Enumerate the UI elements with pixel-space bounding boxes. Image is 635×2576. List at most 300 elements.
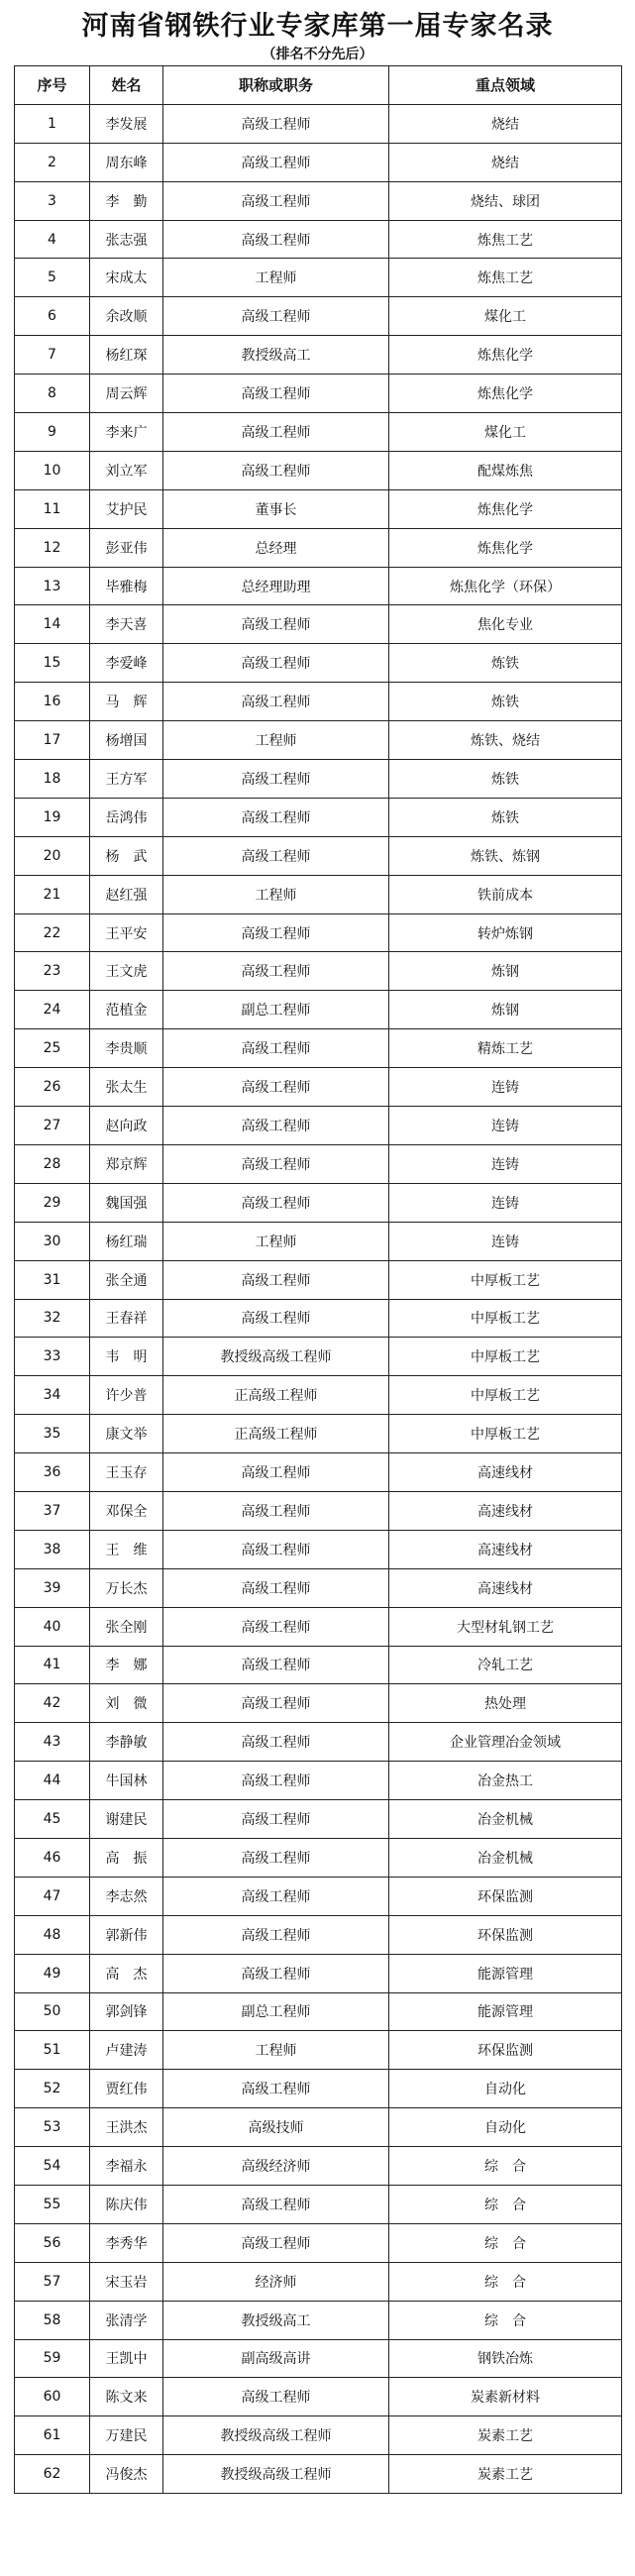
cell-name: 马 辉 xyxy=(90,683,163,721)
cell-field: 能源管理 xyxy=(389,1992,622,2031)
table-row xyxy=(15,297,622,336)
cell-index: 49 xyxy=(15,1954,90,1992)
cell-title: 高级工程师 xyxy=(163,1453,389,1492)
cell-title: 高级工程师 xyxy=(163,1068,389,1107)
cell-title: 高级工程师 xyxy=(163,952,389,991)
table-row xyxy=(15,451,622,489)
cell-index: 11 xyxy=(15,489,90,528)
cell-index: 41 xyxy=(15,1646,90,1684)
cell-name: 高 振 xyxy=(90,1838,163,1877)
cell-name: 李贵顺 xyxy=(90,1029,163,1068)
cell-field: 连铸 xyxy=(389,1222,622,1260)
cell-name: 杨红瑞 xyxy=(90,1222,163,1260)
cell-index: 13 xyxy=(15,567,90,605)
cell-field: 炼焦工艺 xyxy=(389,220,622,259)
cell-title: 高级工程师 xyxy=(163,1029,389,1068)
cell-title: 高级工程师 xyxy=(163,1915,389,1954)
table-row xyxy=(15,1260,622,1299)
table-row xyxy=(15,1800,622,1839)
cell-title: 高级工程师 xyxy=(163,2378,389,2416)
table-row xyxy=(15,2301,622,2339)
cell-index: 43 xyxy=(15,1723,90,1762)
cell-title: 高级工程师 xyxy=(163,1260,389,1299)
table-row xyxy=(15,605,622,644)
cell-field: 配煤炼焦 xyxy=(389,451,622,489)
cell-title: 经济师 xyxy=(163,2262,389,2301)
cell-field: 煤化工 xyxy=(389,297,622,336)
document-subtitle: （排名不分先后） xyxy=(262,47,373,62)
cell-field: 冷轧工艺 xyxy=(389,1646,622,1684)
cell-index: 14 xyxy=(15,605,90,644)
cell-name: 邓保全 xyxy=(90,1491,163,1530)
table-row xyxy=(15,2070,622,2108)
header-index: 序号 xyxy=(15,66,90,105)
cell-index: 16 xyxy=(15,683,90,721)
cell-field: 烧结 xyxy=(389,143,622,181)
cell-name: 万长杰 xyxy=(90,1568,163,1607)
cell-name: 张全通 xyxy=(90,1260,163,1299)
cell-name: 王凯中 xyxy=(90,2339,163,2378)
cell-index: 60 xyxy=(15,2378,90,2416)
cell-index: 31 xyxy=(15,1260,90,1299)
cell-title: 高级工程师 xyxy=(163,605,389,644)
cell-index: 48 xyxy=(15,1915,90,1954)
cell-name: 李天喜 xyxy=(90,605,163,644)
cell-field: 连铸 xyxy=(389,1068,622,1107)
cell-field: 热处理 xyxy=(389,1684,622,1723)
cell-name: 韦 明 xyxy=(90,1338,163,1376)
cell-name: 陈庆伟 xyxy=(90,2185,163,2223)
cell-index: 61 xyxy=(15,2416,90,2455)
cell-title: 高级工程师 xyxy=(163,760,389,799)
cell-title: 高级工程师 xyxy=(163,1646,389,1684)
cell-title: 高级工程师 xyxy=(163,1684,389,1723)
cell-title: 高级工程师 xyxy=(163,2070,389,2108)
table-row xyxy=(15,489,622,528)
cell-index: 44 xyxy=(15,1762,90,1800)
cell-title: 教授级高级工程师 xyxy=(163,2455,389,2494)
header-field: 重点领域 xyxy=(389,66,622,105)
cell-name: 赵向政 xyxy=(90,1107,163,1145)
cell-index: 2 xyxy=(15,143,90,181)
table-row xyxy=(15,836,622,875)
cell-name: 卢建涛 xyxy=(90,2031,163,2070)
table-row xyxy=(15,1415,622,1453)
cell-name: 李来广 xyxy=(90,413,163,452)
cell-field: 炭素工艺 xyxy=(389,2455,622,2494)
cell-field: 高速线材 xyxy=(389,1530,622,1568)
cell-title: 高级工程师 xyxy=(163,913,389,952)
cell-title: 高级工程师 xyxy=(163,1800,389,1839)
cell-name: 李静敏 xyxy=(90,1723,163,1762)
cell-title: 正高级工程师 xyxy=(163,1376,389,1415)
table-row xyxy=(15,336,622,375)
cell-index: 18 xyxy=(15,760,90,799)
cell-title: 高级工程师 xyxy=(163,1568,389,1607)
cell-name: 周云辉 xyxy=(90,375,163,413)
cell-title: 教授级高级工程师 xyxy=(163,2416,389,2455)
cell-index: 47 xyxy=(15,1877,90,1915)
cell-index: 19 xyxy=(15,798,90,836)
cell-index: 17 xyxy=(15,721,90,760)
cell-title: 高级工程师 xyxy=(163,836,389,875)
cell-name: 牛国林 xyxy=(90,1762,163,1800)
table-row xyxy=(15,220,622,259)
table-row xyxy=(15,1068,622,1107)
cell-field: 炼铁 xyxy=(389,683,622,721)
cell-field: 高速线材 xyxy=(389,1491,622,1530)
cell-index: 25 xyxy=(15,1029,90,1068)
cell-title: 高级工程师 xyxy=(163,1723,389,1762)
cell-title: 工程师 xyxy=(163,2031,389,2070)
cell-title: 工程师 xyxy=(163,721,389,760)
cell-field: 炼铁 xyxy=(389,760,622,799)
table-row xyxy=(15,413,622,452)
cell-title: 高级工程师 xyxy=(163,2185,389,2223)
cell-field: 炼焦工艺 xyxy=(389,259,622,297)
cell-field: 综 合 xyxy=(389,2185,622,2223)
cell-index: 55 xyxy=(15,2185,90,2223)
cell-name: 艾护民 xyxy=(90,489,163,528)
cell-name: 郑京辉 xyxy=(90,1144,163,1183)
cell-field: 连铸 xyxy=(389,1107,622,1145)
cell-name: 王方军 xyxy=(90,760,163,799)
cell-title: 高级工程师 xyxy=(163,1183,389,1222)
table-row xyxy=(15,259,622,297)
table-row xyxy=(15,1107,622,1145)
cell-index: 57 xyxy=(15,2262,90,2301)
cell-index: 35 xyxy=(15,1415,90,1453)
table-row xyxy=(15,2262,622,2301)
cell-title: 教授级高工 xyxy=(163,336,389,375)
cell-name: 冯俊杰 xyxy=(90,2455,163,2494)
cell-name: 王玉存 xyxy=(90,1453,163,1492)
table-row xyxy=(15,1954,622,1992)
cell-title: 高级工程师 xyxy=(163,1107,389,1145)
cell-index: 6 xyxy=(15,297,90,336)
cell-name: 李志然 xyxy=(90,1877,163,1915)
cell-field: 炭素工艺 xyxy=(389,2416,622,2455)
cell-field: 炼焦化学 xyxy=(389,336,622,375)
cell-name: 王春祥 xyxy=(90,1299,163,1338)
table-row xyxy=(15,1299,622,1338)
cell-name: 宋玉岩 xyxy=(90,2262,163,2301)
cell-title: 教授级高工 xyxy=(163,2301,389,2339)
cell-title: 高级工程师 xyxy=(163,181,389,220)
cell-name: 彭亚伟 xyxy=(90,528,163,567)
cell-title: 总经理 xyxy=(163,528,389,567)
cell-title: 总经理助理 xyxy=(163,567,389,605)
cell-name: 张清学 xyxy=(90,2301,163,2339)
cell-index: 51 xyxy=(15,2031,90,2070)
cell-index: 53 xyxy=(15,2108,90,2147)
cell-title: 副高级高讲 xyxy=(163,2339,389,2378)
cell-field: 中厚板工艺 xyxy=(389,1299,622,1338)
cell-name: 刘 微 xyxy=(90,1684,163,1723)
cell-name: 郭新伟 xyxy=(90,1915,163,1954)
table-row xyxy=(15,991,622,1029)
table-row xyxy=(15,2147,622,2186)
cell-name: 许少普 xyxy=(90,1376,163,1415)
cell-name: 张全刚 xyxy=(90,1607,163,1646)
table-row xyxy=(15,1376,622,1415)
cell-title: 高级工程师 xyxy=(163,2223,389,2262)
cell-index: 7 xyxy=(15,336,90,375)
cell-title: 高级工程师 xyxy=(163,1491,389,1530)
cell-name: 李爱峰 xyxy=(90,644,163,683)
cell-field: 企业管理冶金领域 xyxy=(389,1723,622,1762)
cell-field: 炼铁 xyxy=(389,644,622,683)
cell-name: 郭剑锋 xyxy=(90,1992,163,2031)
cell-name: 王洪杰 xyxy=(90,2108,163,2147)
cell-title: 教授级高级工程师 xyxy=(163,1338,389,1376)
cell-name: 刘立军 xyxy=(90,451,163,489)
cell-field: 环保监测 xyxy=(389,1915,622,1954)
cell-title: 高级工程师 xyxy=(163,143,389,181)
table-row xyxy=(15,952,622,991)
cell-field: 炼焦化学 xyxy=(389,489,622,528)
table-row xyxy=(15,2031,622,2070)
cell-index: 54 xyxy=(15,2147,90,2186)
cell-field: 自动化 xyxy=(389,2070,622,2108)
cell-name: 魏国强 xyxy=(90,1183,163,1222)
cell-field: 连铸 xyxy=(389,1183,622,1222)
cell-name: 余改顺 xyxy=(90,297,163,336)
cell-field: 大型材轧钢工艺 xyxy=(389,1607,622,1646)
table-row xyxy=(15,1877,622,1915)
cell-title: 工程师 xyxy=(163,259,389,297)
cell-title: 高级工程师 xyxy=(163,1838,389,1877)
cell-index: 10 xyxy=(15,451,90,489)
table-row xyxy=(15,104,622,143)
cell-title: 高级工程师 xyxy=(163,683,389,721)
header-name: 姓名 xyxy=(90,66,163,105)
document-title: 河南省钢铁行业专家库第一届专家名录 xyxy=(81,11,554,42)
cell-field: 转炉炼钢 xyxy=(389,913,622,952)
table-row xyxy=(15,1183,622,1222)
cell-field: 冶金机械 xyxy=(389,1838,622,1877)
table-row xyxy=(15,1530,622,1568)
cell-field: 能源管理 xyxy=(389,1954,622,1992)
cell-index: 3 xyxy=(15,181,90,220)
cell-name: 岳鸿伟 xyxy=(90,798,163,836)
cell-index: 40 xyxy=(15,1607,90,1646)
table-row xyxy=(15,2455,622,2494)
cell-title: 高级工程师 xyxy=(163,644,389,683)
cell-field: 高速线材 xyxy=(389,1568,622,1607)
cell-field: 精炼工艺 xyxy=(389,1029,622,1068)
cell-field: 冶金热工 xyxy=(389,1762,622,1800)
cell-index: 58 xyxy=(15,2301,90,2339)
cell-name: 高 杰 xyxy=(90,1954,163,1992)
cell-field: 炭素新材料 xyxy=(389,2378,622,2416)
cell-field: 中厚板工艺 xyxy=(389,1338,622,1376)
cell-title: 高级工程师 xyxy=(163,1762,389,1800)
cell-title: 高级工程师 xyxy=(163,104,389,143)
table-row xyxy=(15,875,622,913)
cell-index: 5 xyxy=(15,259,90,297)
table-row xyxy=(15,1338,622,1376)
table-row xyxy=(15,181,622,220)
cell-name: 贾红伟 xyxy=(90,2070,163,2108)
cell-field: 炼焦化学 xyxy=(389,528,622,567)
table-row xyxy=(15,644,622,683)
cell-index: 15 xyxy=(15,644,90,683)
cell-index: 62 xyxy=(15,2455,90,2494)
cell-index: 1 xyxy=(15,104,90,143)
cell-field: 炼铁、炼钢 xyxy=(389,836,622,875)
cell-field: 烧结 xyxy=(389,104,622,143)
table-row xyxy=(15,913,622,952)
cell-index: 59 xyxy=(15,2339,90,2378)
cell-field: 综 合 xyxy=(389,2147,622,2186)
cell-index: 45 xyxy=(15,1800,90,1839)
cell-name: 赵红强 xyxy=(90,875,163,913)
cell-name: 李秀华 xyxy=(90,2223,163,2262)
cell-field: 自动化 xyxy=(389,2108,622,2147)
cell-field: 中厚板工艺 xyxy=(389,1415,622,1453)
cell-name: 周东峰 xyxy=(90,143,163,181)
cell-name: 张太生 xyxy=(90,1068,163,1107)
table-row xyxy=(15,143,622,181)
cell-title: 高级工程师 xyxy=(163,1299,389,1338)
cell-field: 连铸 xyxy=(389,1144,622,1183)
cell-index: 38 xyxy=(15,1530,90,1568)
cell-field: 综 合 xyxy=(389,2301,622,2339)
cell-name: 陈文来 xyxy=(90,2378,163,2416)
cell-name: 杨增国 xyxy=(90,721,163,760)
table-row xyxy=(15,2185,622,2223)
table-row xyxy=(15,1684,622,1723)
cell-index: 46 xyxy=(15,1838,90,1877)
cell-title: 正高级工程师 xyxy=(163,1415,389,1453)
cell-field: 综 合 xyxy=(389,2262,622,2301)
cell-name: 李 勤 xyxy=(90,181,163,220)
cell-name: 杨红琛 xyxy=(90,336,163,375)
table-row xyxy=(15,1723,622,1762)
cell-index: 8 xyxy=(15,375,90,413)
table-row xyxy=(15,1222,622,1260)
table-row xyxy=(15,1453,622,1492)
cell-field: 炼焦化学（环保） xyxy=(389,567,622,605)
cell-index: 23 xyxy=(15,952,90,991)
cell-field: 炼钢 xyxy=(389,952,622,991)
table-row xyxy=(15,2339,622,2378)
table-row xyxy=(15,1029,622,1068)
cell-field: 烧结、球团 xyxy=(389,181,622,220)
table-row xyxy=(15,1607,622,1646)
cell-name: 李福永 xyxy=(90,2147,163,2186)
table-row xyxy=(15,1568,622,1607)
cell-title: 工程师 xyxy=(163,875,389,913)
cell-index: 30 xyxy=(15,1222,90,1260)
cell-index: 9 xyxy=(15,413,90,452)
cell-index: 26 xyxy=(15,1068,90,1107)
cell-name: 李 娜 xyxy=(90,1646,163,1684)
cell-name: 万建民 xyxy=(90,2416,163,2455)
cell-name: 李发展 xyxy=(90,104,163,143)
cell-title: 高级工程师 xyxy=(163,1954,389,1992)
cell-field: 焦化专业 xyxy=(389,605,622,644)
table-row xyxy=(15,1646,622,1684)
cell-title: 高级工程师 xyxy=(163,451,389,489)
expert-table xyxy=(14,65,622,2494)
cell-field: 炼焦化学 xyxy=(389,375,622,413)
cell-name: 张志强 xyxy=(90,220,163,259)
table-row xyxy=(15,528,622,567)
cell-index: 21 xyxy=(15,875,90,913)
cell-title: 工程师 xyxy=(163,1222,389,1260)
table-row xyxy=(15,1915,622,1954)
cell-field: 中厚板工艺 xyxy=(389,1376,622,1415)
cell-index: 32 xyxy=(15,1299,90,1338)
table-row xyxy=(15,683,622,721)
cell-title: 副总工程师 xyxy=(163,991,389,1029)
table-row xyxy=(15,375,622,413)
cell-index: 22 xyxy=(15,913,90,952)
table-row xyxy=(15,1491,622,1530)
cell-index: 24 xyxy=(15,991,90,1029)
cell-title: 高级工程师 xyxy=(163,297,389,336)
cell-title: 高级工程师 xyxy=(163,220,389,259)
cell-field: 炼铁、烧结 xyxy=(389,721,622,760)
cell-name: 谢建民 xyxy=(90,1800,163,1839)
cell-field: 高速线材 xyxy=(389,1453,622,1492)
cell-name: 王平安 xyxy=(90,913,163,952)
cell-name: 范植金 xyxy=(90,991,163,1029)
cell-title: 副总工程师 xyxy=(163,1992,389,2031)
cell-title: 高级工程师 xyxy=(163,1530,389,1568)
cell-title: 高级技师 xyxy=(163,2108,389,2147)
cell-title: 高级工程师 xyxy=(163,413,389,452)
table-row xyxy=(15,1838,622,1877)
table-row xyxy=(15,760,622,799)
cell-field: 综 合 xyxy=(389,2223,622,2262)
table-row xyxy=(15,798,622,836)
table-row xyxy=(15,2223,622,2262)
cell-index: 37 xyxy=(15,1491,90,1530)
cell-title: 高级工程师 xyxy=(163,798,389,836)
cell-index: 50 xyxy=(15,1992,90,2031)
cell-field: 冶金机械 xyxy=(389,1800,622,1839)
cell-title: 高级工程师 xyxy=(163,375,389,413)
cell-index: 28 xyxy=(15,1144,90,1183)
cell-title: 董事长 xyxy=(163,489,389,528)
cell-index: 4 xyxy=(15,220,90,259)
cell-index: 20 xyxy=(15,836,90,875)
table-row xyxy=(15,2108,622,2147)
cell-index: 34 xyxy=(15,1376,90,1415)
cell-index: 52 xyxy=(15,2070,90,2108)
cell-index: 39 xyxy=(15,1568,90,1607)
cell-field: 炼铁 xyxy=(389,798,622,836)
cell-name: 康文举 xyxy=(90,1415,163,1453)
cell-field: 环保监测 xyxy=(389,2031,622,2070)
table-header-row xyxy=(15,66,622,105)
cell-title: 高级工程师 xyxy=(163,1877,389,1915)
cell-index: 42 xyxy=(15,1684,90,1723)
cell-name: 王文虎 xyxy=(90,952,163,991)
table-row xyxy=(15,1992,622,2031)
table-row xyxy=(15,1762,622,1800)
cell-title: 高级经济师 xyxy=(163,2147,389,2186)
cell-field: 钢铁冶炼 xyxy=(389,2339,622,2378)
cell-field: 炼钢 xyxy=(389,991,622,1029)
cell-title: 高级工程师 xyxy=(163,1144,389,1183)
cell-index: 33 xyxy=(15,1338,90,1376)
cell-index: 27 xyxy=(15,1107,90,1145)
cell-title: 高级工程师 xyxy=(163,1607,389,1646)
